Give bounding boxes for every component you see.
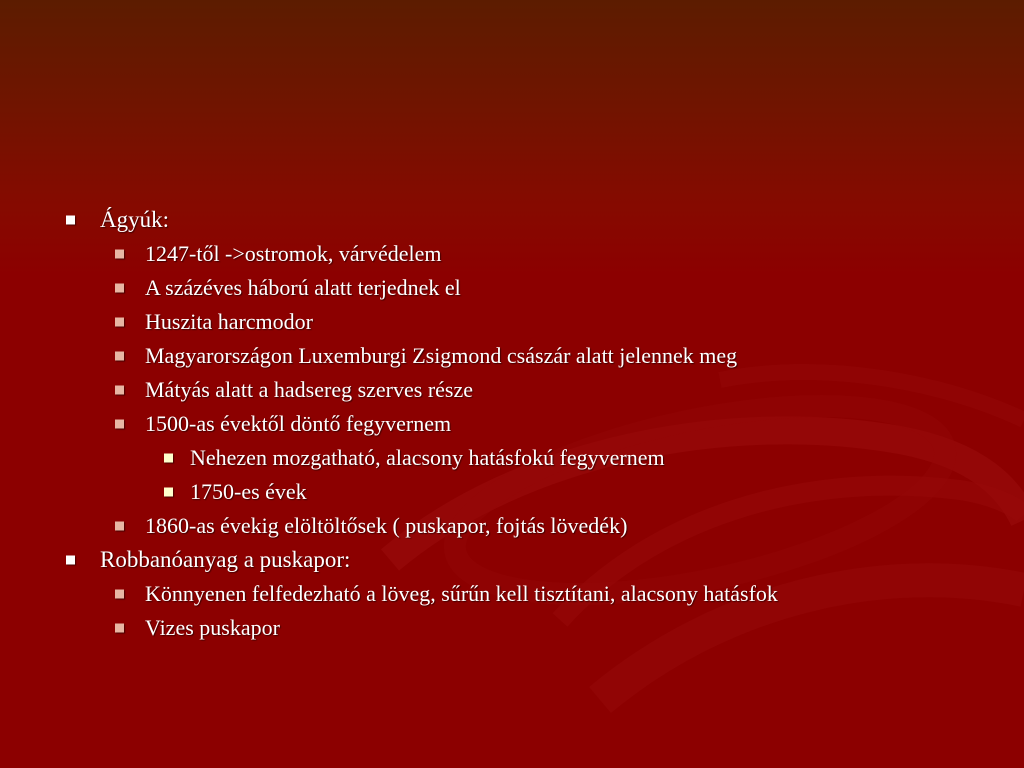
square-bullet-icon xyxy=(164,454,173,463)
square-bullet-icon xyxy=(115,522,124,531)
bullet-text: 1860-as évekig elöltöltősek ( puskapor, fojtás lövedék) xyxy=(145,513,628,538)
bullet-item-level-2 xyxy=(60,611,1000,645)
bullet-text: Ágyúk: xyxy=(100,207,169,232)
bullet-item-level-2 xyxy=(60,407,1000,441)
square-bullet-icon xyxy=(115,318,124,327)
bullet-item-level-2 xyxy=(60,271,1000,305)
square-bullet-icon xyxy=(115,284,124,293)
square-bullet-icon xyxy=(115,624,124,633)
square-bullet-icon xyxy=(115,420,124,429)
bullet-item-level-2 xyxy=(60,305,1000,339)
bullet-text: 1500-as évektől döntő fegyvernem xyxy=(145,411,452,436)
square-bullet-icon xyxy=(66,216,75,225)
bullet-list xyxy=(60,203,1000,645)
bullet-item-level-1 xyxy=(60,543,1000,577)
square-bullet-icon xyxy=(115,590,124,599)
bullet-text: 1247-től ->ostromok, várvédelem xyxy=(145,241,442,266)
square-bullet-icon xyxy=(115,250,124,259)
square-bullet-icon xyxy=(66,556,75,565)
bullet-text: Vizes puskapor xyxy=(145,615,280,640)
square-bullet-icon xyxy=(115,386,124,395)
bullet-text: Mátyás alatt a hadsereg szerves része xyxy=(145,377,474,402)
bullet-item-level-2 xyxy=(60,509,1000,543)
bullet-item-level-3 xyxy=(60,441,1000,475)
bullet-item-level-2 xyxy=(60,237,1000,271)
square-bullet-icon xyxy=(164,488,173,497)
bullet-text: Robbanóanyag a puskapor: xyxy=(100,547,351,572)
bullet-item-level-2 xyxy=(60,373,1000,407)
bullet-text: 1750-es évek xyxy=(190,479,307,504)
square-bullet-icon xyxy=(115,352,124,361)
bullet-item-level-2 xyxy=(60,577,1000,611)
bullet-text: Könnyenen felfedezható a löveg, sűrűn kell tisztítani, alacsony hatásfok xyxy=(145,581,778,606)
bullet-text: Magyarországon Luxemburgi Zsigmond császár alatt jelennek meg xyxy=(145,343,738,368)
bullet-item-level-3 xyxy=(60,475,1000,509)
bullet-text: A százéves háború alatt terjednek el xyxy=(145,275,461,300)
bullet-text: Huszita harcmodor xyxy=(145,309,313,334)
bullet-item-level-2 xyxy=(60,339,1000,373)
bullet-item-level-1 xyxy=(60,203,1000,237)
bullet-text: Nehezen mozgatható, alacsony hatásfokú fegyvernem xyxy=(190,445,665,470)
